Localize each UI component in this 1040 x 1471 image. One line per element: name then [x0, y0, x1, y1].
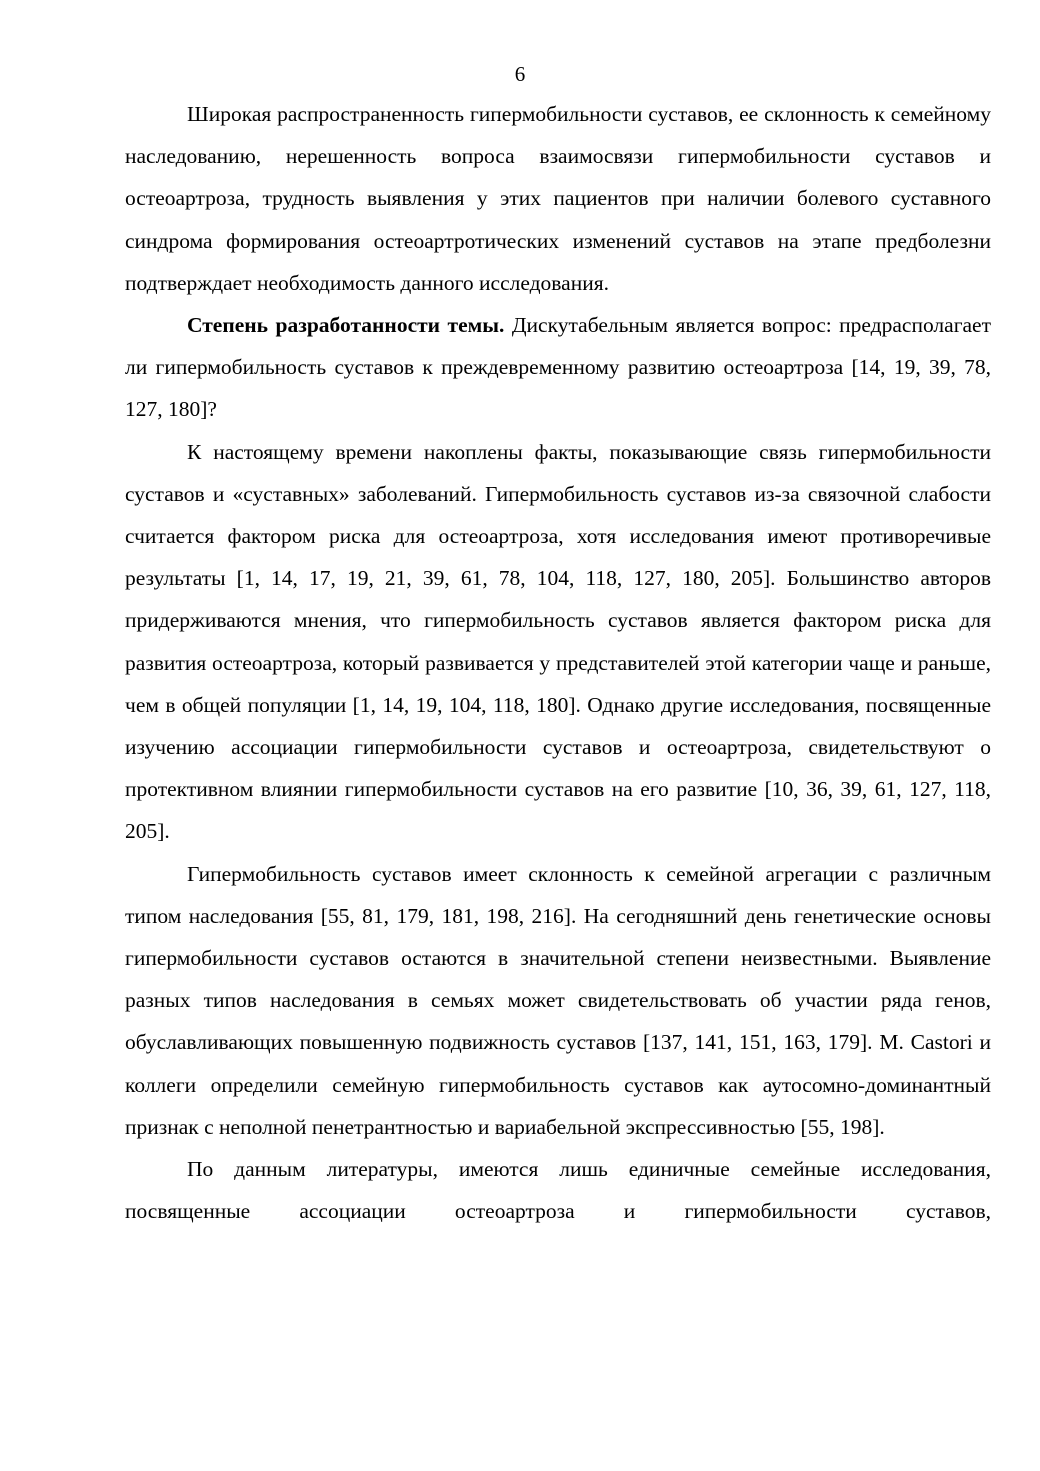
section-heading: Степень разработанности темы.: [187, 313, 505, 338]
paragraph-familial-aggregation: Гипермобильность суставов имеет склонность к семейной агрегации с различным типом наследования [55, 81, 179, 181, 198, 216]. На сегодняшний день генетические основы гипермобильности суставов остаются в значительной степени неизвестными. Выявление разных типов наследования в семьях может свидетельствовать об участии ряда генов, обуславливающих повышенную подвижность суставов [137, 141, 151, 163, 179]. M. Castori и коллеги определили семейную гипермобильность суставов как аутосомно-доминантный признак с неполной пенетрантностью и вариабельной экспрессивностью [55, 198].: [125, 861, 991, 1139]
paragraph-accumulated-facts: К настоящему времени накоплены факты, показывающие связь гипермобильности суставов и «суставных» заболеваний. Гипермобильность суставов из-за связочной слабости считается фактором риска для остеоартроза, хотя исследования имеют противоречивые результаты [1, 14, 17, 19, 21, 39, 61, 78, 104, 118, 127, 180, 205]. Большинство авторов придерживаются мнения, что гипермобильность суставов является фактором риска для развития остеоартроза, который развивается у представителей этой категории чаще и раньше, чем в общей популяции [1, 14, 19, 104, 118, 180]. Однако другие исследования, посвященные изучению ассоциации гипермобильности суставов и остеоартроза, свидетельствуют о протективном влиянии гипермобильности суставов на его развитие [10, 36, 39, 61, 127, 118, 205].: [125, 439, 991, 844]
page-number: 6: [514, 62, 526, 86]
paragraph-degree-of-development: [125, 304, 991, 431]
document-body: [125, 93, 991, 1232]
paragraph-relevance: Широкая распространенность гипермобильности суставов, ее склонность к семейному наследованию, нерешенность вопроса взаимосвязи гипермобильности суставов и остеоартроза, трудность выявления у этих пациентов при наличии болевого суставного синдрома формирования остеоартротических изменений суставов на этапе предболезни подтверждает необходимость данного исследования.: [125, 102, 991, 295]
paragraph-family-studies: По данным литературы, имеются лишь единичные семейные исследования, посвященные ассоциации остеоартроза и гипермобильности суставов,: [125, 1157, 991, 1224]
paragraph-text: Дискутабельным является вопрос: предрасполагает ли гипермобильность суставов к преждевременному развитию остеоартроза [14, 19, 39, 78, 127, 180]?: [125, 313, 991, 422]
